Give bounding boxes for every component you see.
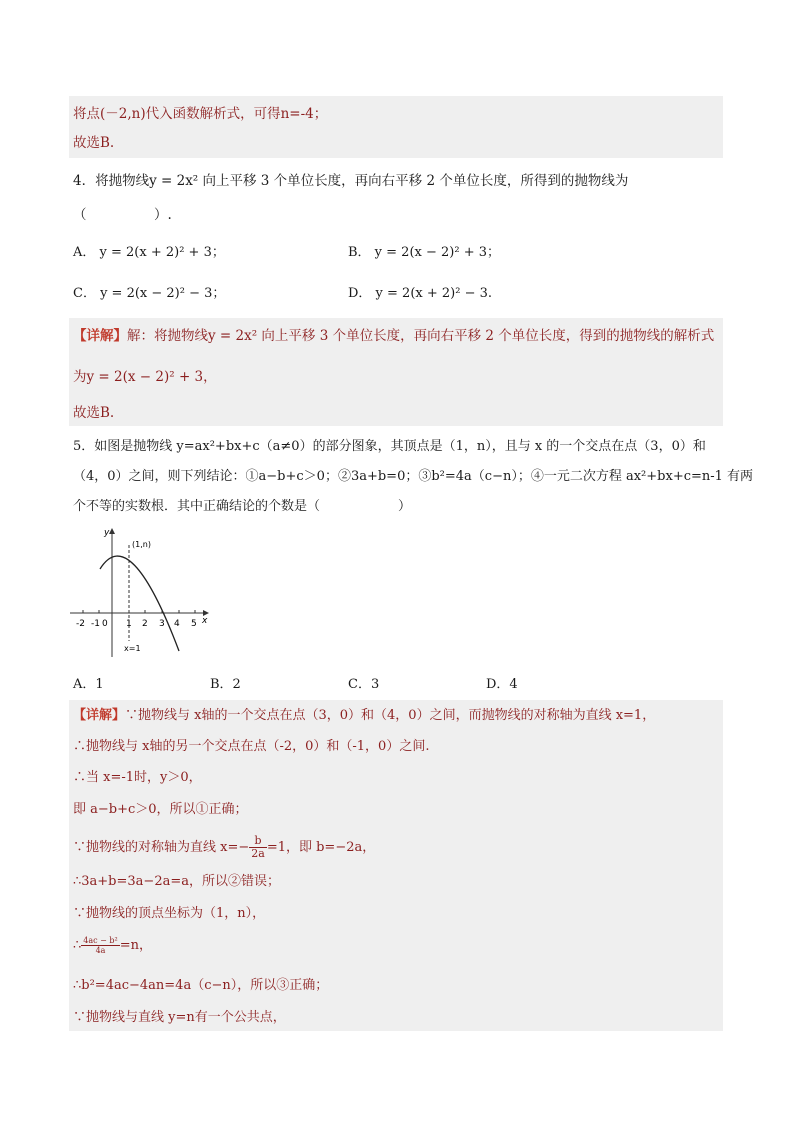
x-axis-label: x: [202, 616, 208, 626]
q5-option-d: D．4: [486, 677, 518, 692]
q3-solution-line-2: 故选B.: [73, 135, 115, 151]
tick-label: 0: [102, 619, 108, 629]
y-axis-label: y: [104, 528, 110, 538]
detail-tag: 【详解】: [73, 708, 126, 723]
q4-option-b: B． y = 2(x − 2)² + 3；: [348, 245, 501, 260]
q3-solution-line-1: 将点(－2,n)代入函数解析式，可得n=-4；: [73, 106, 328, 122]
q5-detail-line-10: ∵抛物线与直线 y=n有一个公共点，: [73, 1010, 286, 1025]
detail-tag: 【详解】: [73, 328, 127, 344]
q4-option-a: A． y = 2(x + 2)² + 3；: [73, 245, 225, 260]
q4-stem-end: （ ）.: [73, 207, 172, 223]
q5-detail-line-2: ∴抛物线与 x轴的另一个交点在点（-2，0）和（-1，0）之间.: [73, 739, 430, 754]
q5-option-a: A．1: [73, 677, 104, 692]
tick-label: -1: [91, 619, 100, 629]
q5-option-c: C．3: [348, 677, 380, 692]
tick-label: -2: [76, 619, 85, 629]
q4-detail-line-2: 为y = 2(x − 2)² + 3，: [73, 369, 217, 385]
tick-label: 3: [159, 619, 165, 629]
vertex-label: (1,n): [132, 540, 151, 549]
q5-detail-line-7: ∵抛物线的顶点坐标为（1，n），: [73, 906, 266, 921]
q5-stem-3: 个不等的实数根．其中正确结论的个数是（ ）: [73, 499, 412, 514]
q5-stem-1: 5．如图是抛物线 y=ax²+bx+c（a≠0）的部分图象，其顶点是（1，n），且与 x 的一个交点在点（3，0）和: [73, 439, 706, 454]
q5-detail-text-1: ∵抛物线与 x轴的一个交点在点（3，0）和（4，0）之间，而抛物线的对称轴为直线 x=1，: [125, 708, 656, 723]
symmetry-axis-label: x=1: [124, 644, 141, 653]
q4-detail-line-1: [73, 326, 714, 346]
q4-option-d: D． y = 2(x + 2)² − 3.: [348, 286, 493, 301]
q5-detail-line-5: ∵抛物线的对称轴为直线 x=− $\frac{b}{2a}$ =1，即 b=−2a，: [73, 834, 376, 860]
q5-detail-line-4: 即 a−b+c＞0，所以①正确；: [73, 802, 248, 817]
tick-label: 4: [174, 619, 180, 629]
tick-label: 2: [142, 619, 148, 629]
q5-detail-line-9: ∴b²=4ac−4an=4a（c−n），所以③正确；: [73, 978, 329, 993]
q5-detail-line-6: ∴3a+b=3a−2a=a，所以②错误；: [73, 874, 280, 889]
tick-label: 1: [126, 619, 132, 629]
fraction: $\frac{\text{4ac − b²}}{4a}$: [83, 936, 118, 955]
fraction: $\frac{b}{2a}$: [251, 834, 265, 860]
q4-option-c: C． y = 2(x − 2)² − 3；: [73, 286, 226, 301]
q4-stem: 4．将抛物线y = 2x² 向上平移 3 个单位长度，再向右平移 2 个单位长度，所得到的抛物线为: [73, 173, 629, 189]
q4-detail-line-3: 故选B.: [73, 405, 115, 421]
q5-detail-line-1: [73, 706, 655, 726]
q5-option-b: B．2: [210, 677, 241, 692]
q5-detail-line-8: ∴ $\frac{\text{4ac − b²}}{4a}$ =n，: [73, 936, 153, 955]
q5-detail-line-3: ∴当 x=-1时，y＞0，: [73, 770, 202, 785]
parabola-graph: [66, 523, 216, 658]
q4-detail-text-1: 解：将抛物线y = 2x² 向上平移 3 个单位长度，再向右平移 2 个单位长度，得到的抛物线的解析式: [127, 328, 715, 344]
tick-label: 5: [191, 619, 197, 629]
q5-stem-2: （4，0）之间，则下列结论：①a−b+c＞0；②3a+b=0；③b²=4a（c−n）；④一元二次方程 ax²+bx+c=n-1 有两: [73, 469, 754, 484]
